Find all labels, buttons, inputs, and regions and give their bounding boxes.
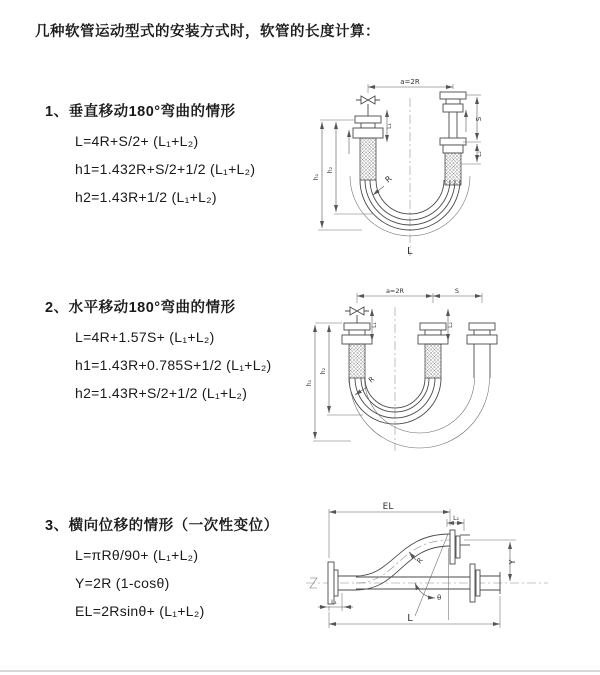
page-title: 几种软管运动型式的安装方式时，软管的长度计算： [35,24,380,40]
dim-label-l1: L₁ [386,123,393,129]
dim-label-l1: L₁ [371,322,378,328]
dim-label-l: L [407,613,413,624]
formula-line: L=4R+S/2+ (L₁+L₂) [75,133,199,149]
dim-label-h2: h₂ [320,367,327,375]
section-3-heading: 3、横向位移的情形（一次性变位） [45,518,279,534]
left-fitting [342,323,372,378]
right-fitting [467,323,497,378]
diagram-vertical-180-bend [310,72,590,262]
formula-line: h2=1.43R+1/2 (L₁+L₂) [75,189,217,205]
right-fitting [440,92,466,185]
dim-label-l1: L₁ [331,599,337,606]
dim-label-theta: θ [437,594,442,602]
formula-line: EL=2Rsinθ+ (L₁+L₂) [75,603,205,619]
braided-section [349,344,365,378]
dim-label-r: R [367,375,377,385]
valve-icon [356,96,380,116]
formula-line: h1=1.432R+S/2+1/2 (L₁+L₂) [75,161,256,177]
dim-label-h2: h₂ [327,166,334,174]
formula-line: L=4R+1.57S+ (L₁+L₂) [75,329,215,345]
dim-label-l: L [407,246,413,257]
dim-label-l2: L₂ [453,515,459,522]
left-fitting [353,116,383,180]
dim-label-a2r: a=2R [385,287,405,295]
dim-label-h1: h₁ [313,173,320,181]
formula-line: L=πRθ/90+ (L₁+L₂) [75,547,199,563]
dim-label-r: R [383,174,394,185]
hose-moved-position [350,378,490,448]
dim-label-h1: h₁ [306,379,313,387]
dim-label-l2: L₂ [476,151,483,157]
section-3 [45,514,279,625]
dim-label-l2: L₂ [447,322,454,328]
braided-section [445,153,461,185]
diagram-horizontal-180-bend [305,283,595,463]
formula-line: h1=1.43R+0.785S+1/2 (L₁+L₂) [75,357,272,373]
formula-line: Y=2R (1-cosθ) [75,575,170,591]
section-1 [45,100,255,211]
dim-label-a2r: a=2R [400,78,420,86]
dim-label-r: R [415,556,425,566]
section-2 [45,296,272,407]
upper-flange [450,530,470,564]
dim-label-y: Y [508,559,517,565]
valve-icon [345,307,369,323]
dim-label-s: S [475,116,483,122]
hose-displaced-position [356,534,450,590]
braided-section [425,344,441,378]
formula-line: h2=1.43R+S/2+1/2 (L₁+L₂) [75,385,248,401]
dim-label-el: EL [382,502,394,512]
diagram-lateral-displacement [298,498,598,643]
page-bottom-rule [0,670,600,672]
dim-label-s: S [454,287,460,295]
section-2-heading: 2、水平移动180°弯曲的情形 [45,300,236,316]
braided-section [360,138,376,180]
section-1-heading: 1、垂直移动180°弯曲的情形 [45,104,236,120]
middle-fitting [418,323,448,378]
